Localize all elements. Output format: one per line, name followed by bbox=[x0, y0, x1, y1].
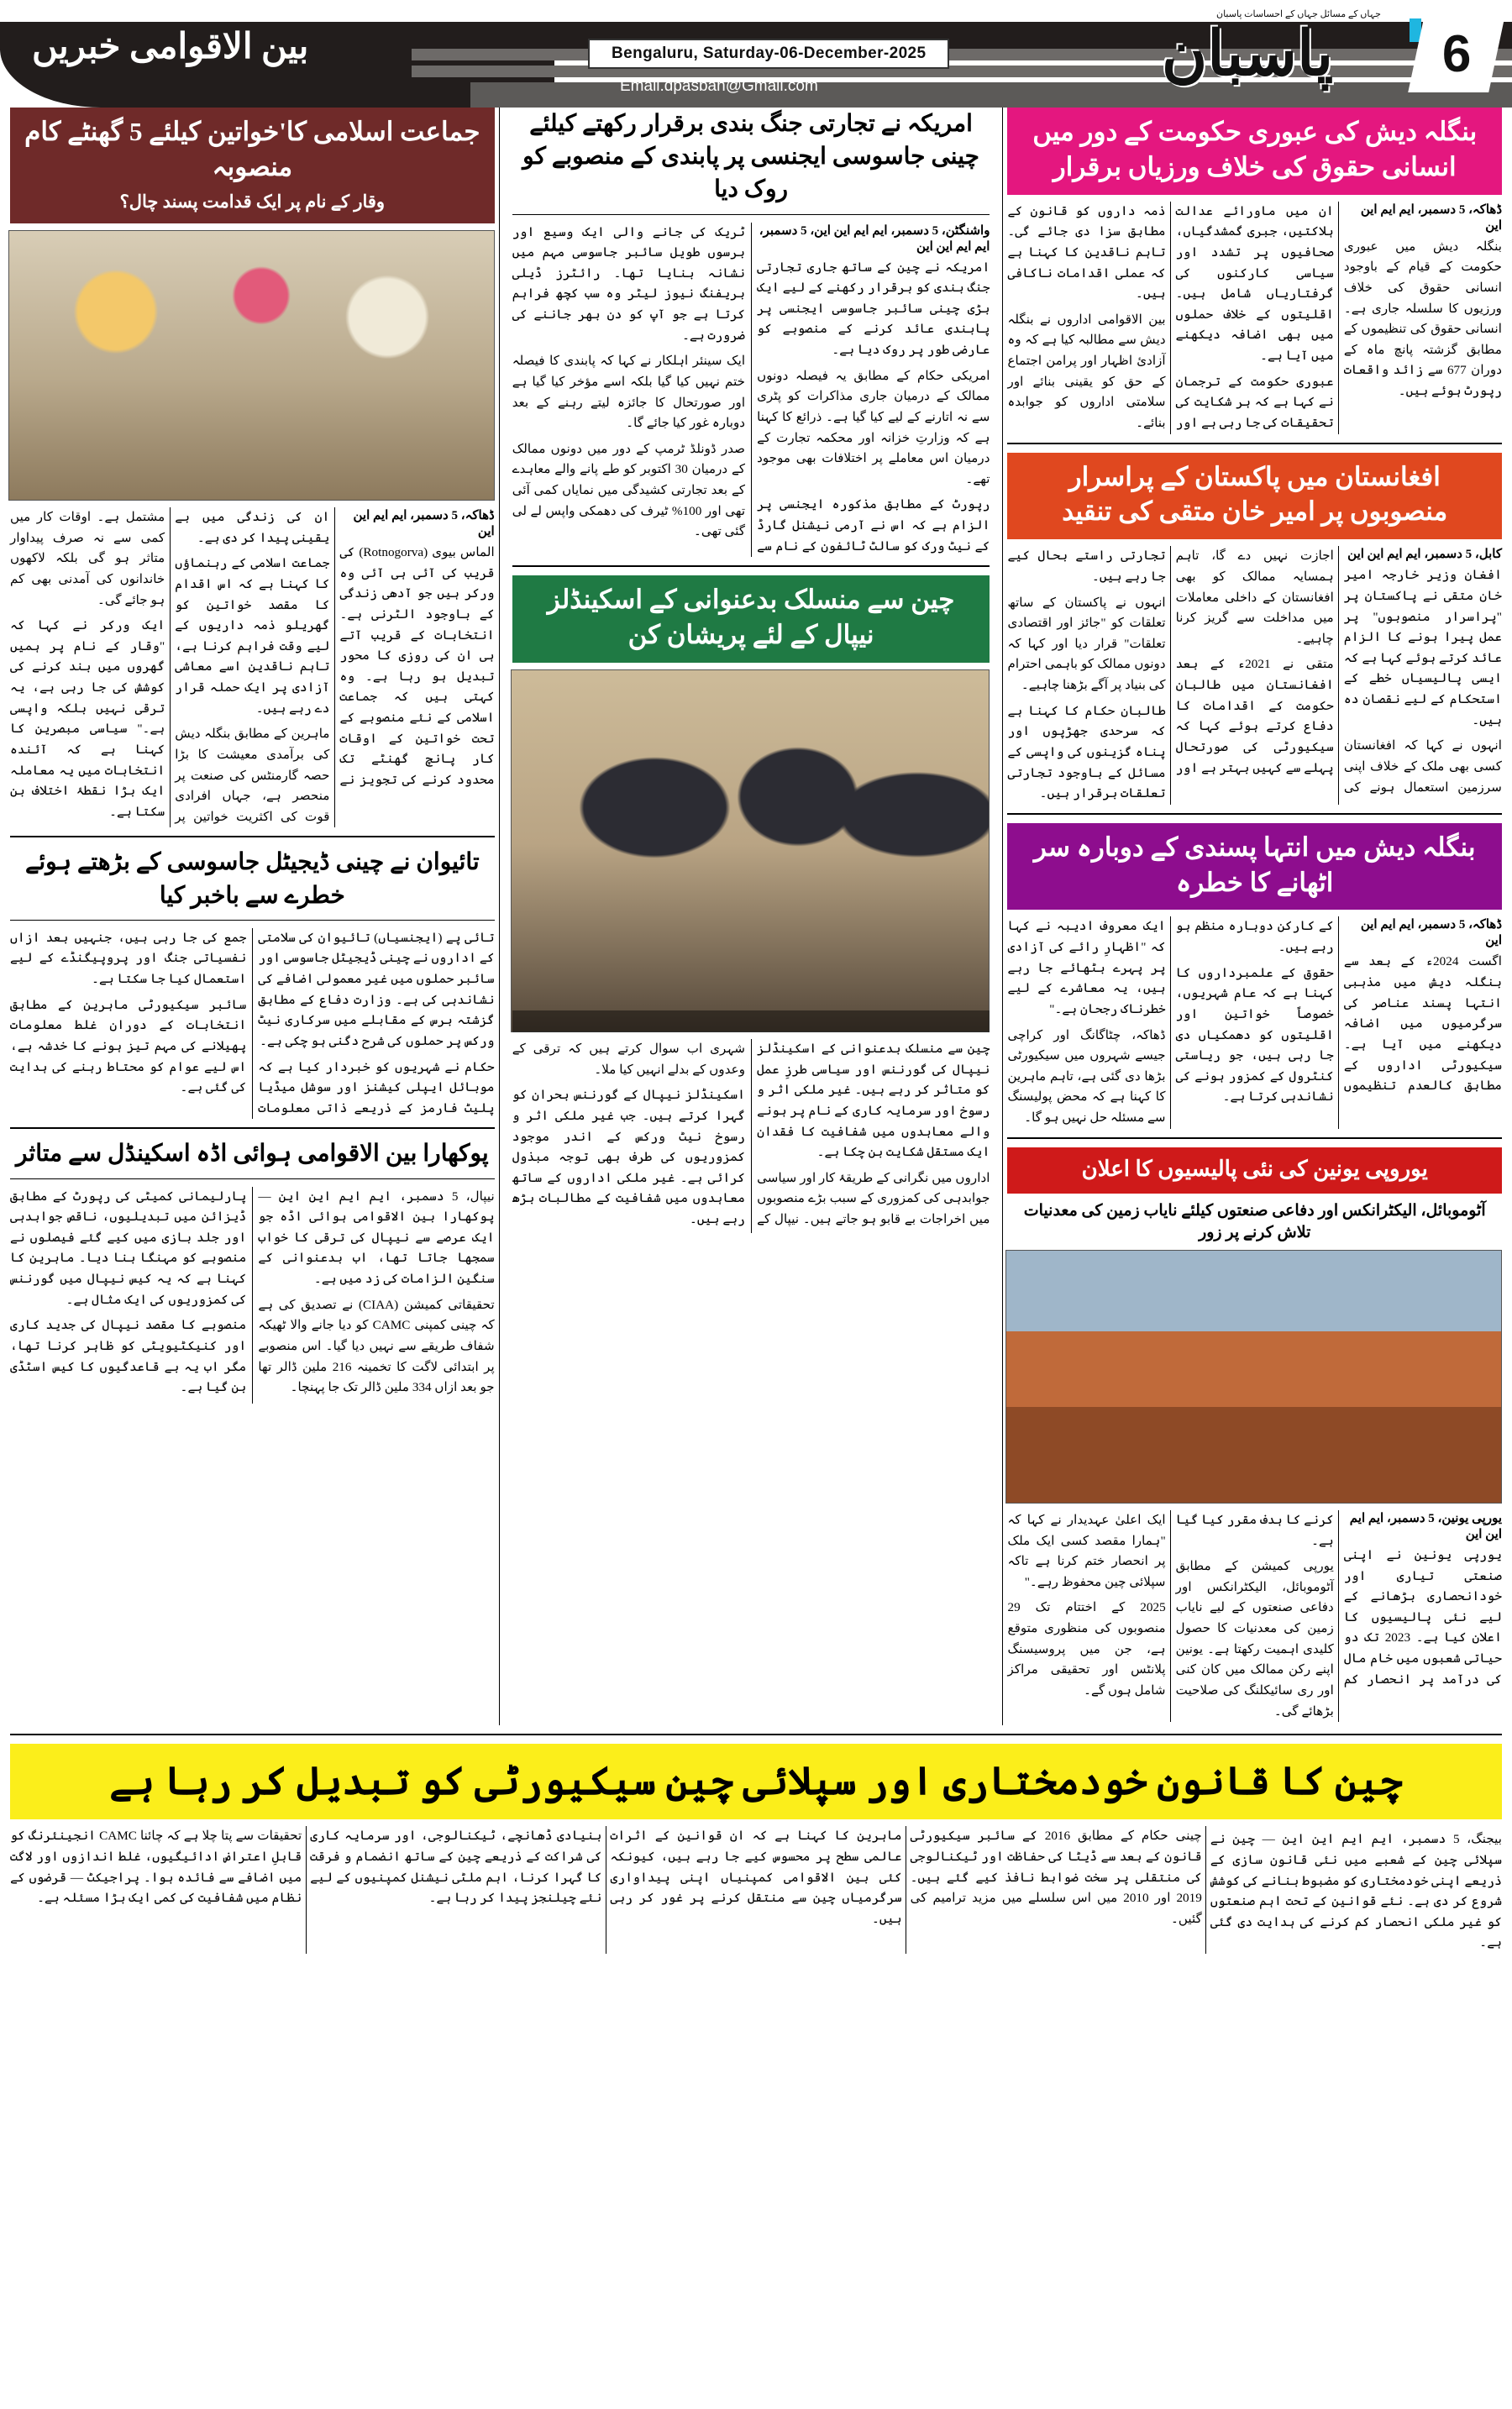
paragraph: منصوبے کا مقصد نیپال کی جدید کاری اور کنیکٹیویٹی کو ظاہر کرنا تھا، مگر اب یہ بے قاعدگیوں کا کیس اسٹڈی بن گیا ہے۔ bbox=[10, 1318, 247, 1395]
divider bbox=[10, 1734, 1502, 1735]
paragraph: صدر ڈونلڈ ٹرمپ کے دور میں دونوں ممالک کے درمیان 30 اکتوبر کو طے پانے والے معاہدے کے بعد تجارتی کشیدگی میں نمایاں کمی آئی تھی اور 100% ٹیرف کی دھمکی واپس لے لی گئی تھی۔ bbox=[512, 441, 746, 539]
paragraph: ایک اعلیٰ عہدیدار نے کہا کہ "ہمارا مقصد کسی ایک ملک پر انحصار ختم کرنا ہے تاکہ سپلائی چین محفوظ رہے۔" bbox=[1007, 1512, 1166, 1589]
divider bbox=[1007, 443, 1502, 444]
article-china-nepal-photo-wrap bbox=[512, 669, 990, 1032]
paragraph: بنگلہ دیش میں عبوری حکومت کے قیام کے باوجود انسانی حقوق کی خلاف ورزیوں کا سلسلہ جاری ہے۔ انسانی حقوق کی تنظیموں کے مطابق گزشتہ پانچ ماہ کے دوران 677 سے زائد واقعات رپورٹ ہوئے ہیں۔ bbox=[1343, 239, 1502, 399]
paragraph: ایک ورکر نے کہا کہ "وقار کے نام پر ہمیں گھروں میں بند کرنے کی کوشش کی جا رہی ہے، یہ ترقی نہیں بلکہ واپسی ہے۔" سیاسی مبصرین کا کہنا ہے کہ آئندہ انتخابات میں یہ معاملہ ایک بڑا نقطۂ اختلاف بن سکتا ہے۔ bbox=[10, 618, 165, 819]
article-afghanistan-pak-headline-band bbox=[1007, 453, 1502, 540]
article-us-china-tech-body bbox=[512, 223, 990, 558]
article-bangladesh-interim-headline-band bbox=[1007, 108, 1502, 195]
divider bbox=[10, 1127, 495, 1129]
article-china-law bbox=[10, 1744, 1502, 1954]
rare-earth-mine-photo bbox=[1005, 1250, 1502, 1504]
paragraph: امریکہ نے چین کے ساتھ جاری تجارتی جنگ بندی کو برقرار رکھنے کے لیے ایک بڑی چینی سائبر جاسوسی ایجنسی پر پابندی عائد کرنے کے منصوبے کو عارضی طور پر روک دیا ہے۔ bbox=[757, 260, 990, 358]
paper-logo-name: پاسبان bbox=[1161, 20, 1334, 89]
paragraph: حکام نے شہریوں کو خبردار کیا ہے کہ موبائل ایپلی کیشنز اور سوشل میڈیا پلیٹ فارمز کے ذریعے ذاتی معلومات جمع کی جا رہی ہیں، جنہیں بعد ازاں نفسیاتی جنگ اور پروپیگنڈے کے لیے استعمال کیا جا سکتا ہے۔ bbox=[10, 930, 495, 1115]
paragraph: تائی پے (ایجنسیاں) تائیوان کی سلامتی کے اداروں نے چینی ڈیجیٹل جاسوسی اور سائبر حملوں میں غیر معمولی اضافے کی نشاندہی کی ہے۔ وزارت دفاع کے مطابق گزشتہ برس کے مقابلے میں سرکاری نیٹ ورکس پر حملوں کی شرح دگنی ہو چکی ہے۔ bbox=[258, 930, 495, 1048]
dateline: ڈھاکہ، 5 دسمبر، ایم ایم این این bbox=[1360, 918, 1502, 948]
article-bangladesh-extremism-body bbox=[1007, 916, 1502, 1128]
paragraph: بین الاقوامی اداروں نے بنگلہ دیش سے مطالبہ کیا ہے کہ وہ آزادیٔ اظہار اور پرامن اجتماع کے حق کو یقینی بنائے اور سلامتی اداروں کو جوابدہ بنائے۔ bbox=[1007, 312, 1166, 430]
paragraph: پارلیمانی کمیٹی کی رپورٹ کے مطابق ڈیزائن میں تبدیلیوں، ناقص جوابدہی اور جلد بازی میں کیے گئے فیصلوں نے منصوبے کو مہنگا بنا دیا۔ ماہرین کا کہنا ہے کہ یہ کیس نیپال میں گورننس کی کمزوریوں کی ایک مثال ہے۔ bbox=[10, 1189, 247, 1307]
article-jamaat-subhead: وقار کے نام پر ایک قدامت پسند چال؟ bbox=[119, 191, 386, 212]
divider bbox=[10, 920, 495, 921]
paragraph: چینی حکام کے مطابق 2016 کے سائبر سیکیورٹی قانون کے بعد سے ڈیٹا کی حفاظت اور ٹیکنالوجی کی منتقلی پر سخت ضوابط نافذ کیے گئے ہیں۔ 2019 اور 2010 میں اس سلسلے میں مزید ترامیم کی گئیں۔ bbox=[910, 1829, 1202, 1926]
article-taiwan bbox=[10, 846, 495, 1119]
paragraph: انہوں نے پاکستان کے ساتھ تعلقات کو "جائز اور اقتصادی تعلقات" قرار دیا اور کہا کہ دونوں ممالک کو باہمی احترام کی بنیاد پر آگے بڑھنا چاہیے۔ bbox=[1007, 595, 1166, 692]
paragraph: طالبان حکام کا کہنا ہے کہ سرحدی جھڑپوں اور پناہ گزینوں کی واپسی کے مسائل کے باوجود تجارتی تعلقات برقرار ہیں۔ bbox=[1007, 703, 1166, 801]
paragraph: یورپی یونین نے اپنی صنعتی تیاری اور خودانحصاری بڑھانے کے لیے نئی پالیسیوں کا اعلان کیا ہے۔ 2023 تک دو حیاتی شعبوں میں خام مال کی درآمد پر انحصار کم کرنے کا ہدف مقرر کیا گیا ہے۔ bbox=[1175, 1512, 1502, 1687]
page-number bbox=[1408, 15, 1505, 92]
paragraph: رپورٹ کے مطابق مذکورہ ایجنسی پر الزام ہے کہ اس نے آرمی نیشنل گارڈ کے نیٹ ورک کو سالٹ ٹائفون کے نام سے ٹریک کی جانے والی ایک وسیع اور برسوں طویل سائبر جاسوسی مہم میں نشانہ بنایا تھا۔ رائٹرز ڈیلی بریفنگ نیوز لیٹر وہ سب کچھ فراہم کرتا ہے جو آپ کو دن بھر جاننے کی ضرورت ہے۔ bbox=[512, 224, 990, 554]
article-eu-policy-body bbox=[1007, 1510, 1502, 1722]
divider bbox=[10, 836, 495, 837]
article-jamaat-headline: جماعت اسلامی کا'خواتین کیلئے 5 گھنٹے کام منصوبہ bbox=[24, 117, 480, 181]
article-bangladesh-extremism bbox=[1007, 823, 1502, 1129]
paragraph: متقی نے 2021ء کے بعد افغانستان میں طالبان حکومت کے اقدامات کا دفاع کرتے ہوئے کہا کہ سیکیورٹی کی صورتحال پہلے سے کہیں بہتر ہے اور تجارتی راستے بحال کیے جا رہے ہیں۔ bbox=[1007, 548, 1334, 775]
article-taiwan-headline: تائیوان نے چینی ڈیجیٹل جاسوسی کے بڑھتے ہوئے خطرے سے باخبر کیا bbox=[24, 849, 480, 909]
article-china-nepal-scandals-body bbox=[512, 1039, 990, 1233]
article-jamaat-photo-wrap bbox=[10, 230, 495, 501]
dateline: ڈھاکہ، 5 دسمبر، ایم ایم این این bbox=[1360, 202, 1502, 233]
column-right bbox=[1007, 108, 1502, 1725]
divider bbox=[10, 1178, 495, 1179]
dateline: ڈھاکہ، 5 دسمبر، ایم ایم این این bbox=[353, 509, 495, 539]
article-us-china-tech-headline: امریکہ نے تجارتی جنگ بندی برقرار رکھتے کیلئے چینی جاسوسی ایجنسی پر پابندی کے منصوبے کو روک دیا bbox=[522, 111, 979, 203]
paragraph: ایک معروف ادیبہ نے کہا کہ "اظہارِ رائے کی آزادی پر پہرے بٹھائے جا رہے ہیں، یہ معاشرے کے لیے خطرناک رجحان ہے۔" bbox=[1007, 919, 1166, 1016]
dateline: کابل، 5 دسمبر، ایم ایم این این bbox=[1347, 548, 1502, 562]
article-jamaat-headline-band bbox=[10, 108, 495, 223]
article-china-law-headline-band bbox=[10, 1744, 1502, 1819]
paragraph: الماس بیوی (Rotnogorva) کی قریب کی آئی ہی آئی وہ ورکر ہیں جو آدھی زندگی کے باوجود الٹرنی ہے۔ انتخابات کے قریب آتے ہی ان کی روزی کا محور تبدیل ہو رہا ہے۔ وہ کہتی ہیں کہ جماعت اسلامی کے نئے منصوبے کے تحت خواتین کے اوقات کار پانچ گھنٹے تک محدود کرنے کی تجویز نے ان کی زندگی میں بے یقینی پیدا کر دی ہے۔ bbox=[175, 510, 495, 787]
paragraph: حقوق کے علمبرداروں کا کہنا ہے کہ عام شہریوں، خصوصاً خواتین اور اقلیتوں کو دھمکیاں دی جا رہی ہیں، جو ریاستی کنٹرول کے کمزور ہونے کی نشاندہی کرتا ہے۔ bbox=[1175, 965, 1334, 1105]
article-china-nepal-scandals-headline: چین سے منسلک بدعنوانی کے اسکینڈلز نیپال کے لئے پریشان کن bbox=[547, 585, 955, 650]
divider bbox=[512, 214, 990, 215]
paragraph: نیپال، 5 دسمبر، ایم ایم این این — پوکھارا بین الاقوامی ہوائی اڈہ جو ایک عرصے سے نیپال کی ترقی کا خواب سمجھا جاتا تھا، اب بدعنوانی کے سنگین الزامات کی زد میں ہے۔ bbox=[258, 1189, 495, 1287]
divider bbox=[1007, 813, 1502, 815]
article-nepal-aviation-body bbox=[10, 1187, 495, 1404]
article-afghanistan-pak-body bbox=[1007, 546, 1502, 805]
courtroom-gavel-illustration bbox=[511, 669, 990, 1032]
paragraph: ماہرین کا کہنا ہے کہ ان قوانین کے اثرات عالمی سطح پر محسوس کیے جا رہے ہیں، کیونکہ کئی بین الاقوامی کمپنیاں اپنی پیداواری سرگرمیاں چین سے منتقل کرنے پر غور کر رہی ہیں۔ bbox=[610, 1829, 902, 1926]
article-taiwan-body bbox=[10, 928, 495, 1120]
article-jamaat bbox=[10, 108, 495, 827]
article-china-law-body bbox=[10, 1826, 1502, 1954]
page-columns bbox=[0, 108, 1512, 1725]
column-rule bbox=[499, 108, 500, 1725]
paragraph: سائبر سیکیورٹی ماہرین کے مطابق انتخابات کے دوران غلط معلومات پھیلانے کی مہم تیز ہونے کا خدشہ ہے، اس لیے عوام کو محتاط رہنے کی ہدایت کی گئی ہے۔ bbox=[10, 997, 247, 1095]
article-nepal-aviation-headline: پوکھارا بین الاقوامی ہوائی اڈہ اسکینڈل سے متاثر bbox=[15, 1141, 489, 1168]
article-us-china-tech bbox=[512, 108, 990, 557]
garment-factory-workers-photo bbox=[8, 230, 495, 501]
dateline: یورپی یونین، 5 دسمبر، ایم ایم این این bbox=[1349, 1511, 1502, 1541]
masthead bbox=[0, 0, 1512, 108]
paragraph: یورپی کمیشن کے مطابق آٹوموبائل، الیکٹرانکس اور دفاعی صنعتوں کے لیے نایاب زمین کی معدنیات کا حصول کلیدی اہمیت رکھتا ہے۔ یونین اپنے رکن ممالک میں کان کنی اور ری سائیکلنگ کی صلاحیت بڑھائے گی۔ bbox=[1175, 1559, 1334, 1719]
paragraph: عبوری حکومت کے ترجمان نے کہا ہے کہ ہر شکایت کی تحقیقات کی جا رہی ہے اور ذمہ داروں کو قانون کے مطابق سزا دی جائے گی۔ تاہم ناقدین کا کہنا ہے کہ عملی اقدامات ناکافی ہیں۔ bbox=[1007, 203, 1334, 430]
paragraph: ایک سینئر اہلکار نے کہا کہ پابندی کا فیصلہ ختم نہیں کیا گیا بلکہ اسے مؤخر کیا گیا ہے اور صورتحال کا جائزہ لیتے رہنے کے بعد دوبارہ غور کیا جائے گا۔ bbox=[512, 354, 746, 431]
paragraph: تحقیقاتی کمیشن (CIAA) نے تصدیق کی ہے کہ چینی کمپنی CAMC کو دیا جانے والا ٹھیکہ شفاف طریقے سے نہیں دیا گیا۔ اس منصوبے پر ابتدائی لاگت کا تخمینہ 216 ملین ڈالر تھا جو بعد ازاں 334 ملین ڈالر تک جا پہنچا۔ bbox=[258, 1297, 495, 1395]
paragraph: بنیادی ڈھانچے، ٹیکنالوجی، اور سرمایہ کاری کی شراکت کے ذریعے چین کے ساتھ انضمام و فرقت کا گہرا کرنا، اہم ملٹی نیشنل کمپنیوں کے لیے نئے چیلنجز پیدا کر رہا ہے۔ bbox=[310, 1829, 602, 1906]
paragraph: اگست 2024ء کے بعد سے بنگلہ دیش میں مذہبی انتہا پسند عناصر کی سرگرمیوں میں اضافہ دیکھنے میں آیا ہے۔ سیکیورٹی اداروں کے مطابق کالعدم تنظیموں کے کارکن دوبارہ منظم ہو رہے ہیں۔ bbox=[1175, 919, 1502, 1094]
article-nepal-aviation bbox=[10, 1137, 495, 1403]
paragraph: ڈھاکہ، چٹاگانگ اور کراچی جیسے شہروں میں سیکیورٹی بڑھا دی گئی ہے، تاہم ماہرین کا کہنا ہے کہ محض پولیسنگ سے مسئلہ حل نہیں ہو گا۔ bbox=[1007, 1027, 1166, 1126]
page-number-value: 6 bbox=[1441, 24, 1472, 83]
paragraph: اسکینڈلز نیپال کے گورننس بحران کو گہرا کرتے ہیں۔ جب غیر ملکی اثر و رسوخ نیٹ ورکس کے اندر موجود کمزوریوں کی طرف بھی توجہ مبذول کرائی ہے۔ غیر ملکی اداروں کے ساتھ معاہدوں میں شفافیت کے مطالبات بڑھ رہے ہیں۔ bbox=[512, 1088, 746, 1226]
bottom-section bbox=[0, 1734, 1512, 1954]
dateline-box: Bengaluru, Saturday-06-December-2025 bbox=[588, 39, 949, 69]
paragraph: امریکی حکام کے مطابق یہ فیصلہ دونوں ممالک کے درمیان جاری مذاکرات کو پٹری سے نہ اتارنے کے لیے کیا گیا ہے۔ ذرائع کا کہنا ہے کہ وزارتِ خزانہ اور محکمہ تجارت کے درمیان اس معاملے پر اختلافات بھی موجود تھے۔ bbox=[757, 368, 990, 486]
paper-logo bbox=[1109, 5, 1386, 104]
paragraph: جماعت اسلامی کے رہنماؤں کا کہنا ہے کہ اس اقدام کا مقصد خواتین کو گھریلو ذمہ داریوں کے لیے وقت فراہم کرنا ہے، تاہم ناقدین اسے معاشی آزادی پر ایک حملہ قرار دے رہے ہیں۔ bbox=[175, 556, 330, 716]
article-china-nepal-scandals bbox=[512, 575, 990, 1232]
paragraph: انہوں نے کہا کہ افغانستان کسی بھی ملک کے خلاف اپنی سرزمین استعمال ہونے کی اجازت نہیں دے گا، تاہم ہمسایہ ممالک کو بھی افغانستان کے داخلی معاملات میں مداخلت سے گریز کرنا چاہیے۔ bbox=[1175, 548, 1502, 795]
article-bangladesh-interim-body bbox=[1007, 202, 1502, 434]
column-left bbox=[10, 108, 495, 1725]
paragraph: 2025 کے اختتام تک 29 منصوبوں کی منظوری متوقع ہے، جن میں پروسیسنگ پلانٹس اور تحقیقی مراکز شامل ہوں گے۔ bbox=[1007, 1600, 1166, 1698]
article-bangladesh-interim-headline: بنگلہ دیش کی عبوری حکومت کے دور میں انسانی حقوق کی خلاف ورزیاں برقرار bbox=[1032, 117, 1478, 181]
article-china-law-headline: چین کا قانون خودمختاری اور سپلائی چین سیکیورٹی کو تبدیل کر رہا ہے bbox=[109, 1760, 1403, 1803]
article-eu-policy-photo-wrap bbox=[1007, 1250, 1502, 1504]
column-rule bbox=[1002, 108, 1003, 1725]
email-address: Email.dpasban@Gmail.com bbox=[620, 77, 818, 95]
section-title: بین الاقوامی خبریں bbox=[32, 28, 309, 66]
paper-logo-tagline: جہاں کے مسائل جہاں کے احساسات پاسبان bbox=[1216, 9, 1381, 19]
paragraph: ان میں ماورائے عدالت ہلاکتیں، جبری گمشدگیاں، صحافیوں پر تشدد اور سیاسی کارکنوں کی گرفتاریاں شامل ہیں۔ اقلیتوں کے خلاف حملوں میں بھی اضافہ دیکھنے میں آیا ہے۔ bbox=[1175, 203, 1334, 364]
article-eu-policy-headline-band bbox=[1007, 1147, 1502, 1194]
paragraph: افغان وزیر خارجہ امیر خان متقی نے پاکستان پر "پراسرار منصوبوں" پر عمل پیرا ہونے کا الزام عائد کرتے ہوئے کہا ہے کہ ایسی پالیسیاں خطے کے استحکام کے لیے نقصان دہ ہیں۔ bbox=[1343, 568, 1502, 727]
divider bbox=[1007, 1137, 1502, 1139]
article-china-nepal-scandals-headline-band bbox=[512, 575, 990, 663]
paragraph: تحقیقات سے پتا چلا ہے کہ چائنا CAMC انجینئرنگ کو قابلِ اعتراض ادائیگیوں، غلط اندازوں اور لاگت میں اضافے سے فائدہ ہوا۔ پراجیکٹ — قرضوں کے نظام میں شفافیت کی کمی ایک بڑا مسئلہ ہے۔ bbox=[10, 1829, 302, 1906]
column-middle bbox=[504, 108, 999, 1725]
paragraph: چین سے منسلک بدعنوانی کے اسکینڈلز نیپال کی گورننس اور سیاسی طرزِ عمل کو متاثر کر رہے ہیں۔ غیر ملکی اثر و رسوخ اور سرمایہ کاری کے نام پر ہونے والے معاہدوں میں شفافیت کا فقدان ایک مستقل شکایت بن چکا ہے۔ bbox=[757, 1042, 990, 1160]
divider bbox=[512, 565, 990, 567]
article-jamaat-body bbox=[10, 507, 495, 827]
article-afghanistan-pak bbox=[1007, 453, 1502, 805]
article-eu-policy-subhead: آٹوموبائل، الیکٹرانکس اور دفاعی صنعتوں کیلئے نایاب زمین کی معدنیات تلاش کرنے پر زور bbox=[1023, 1201, 1486, 1242]
article-bangladesh-extremism-headline: بنگلہ دیش میں انتہا پسندی کے دوبارہ سر اٹھانے کا خطرہ bbox=[1033, 832, 1476, 897]
paragraph: بیجنگ، 5 دسمبر، ایم ایم این این — چین نے سپلائی چین کے شعبے میں نئی قانون سازی کے ذریعے اپنی خودمختاری کو مضبوط بنانے کی کوشش شروع کر دی ہے۔ نئے قوانین کے تحت اہم صنعتوں کو غیر ملکی انحصار کم کرنے کی ہدایت دی گئی ہے۔ bbox=[1210, 1832, 1502, 1950]
dateline: واشنگٹن، 5 دسمبر، ایم ایم این این، 5 دسمبر، ایم ایم این این bbox=[759, 223, 990, 254]
article-bangladesh-interim bbox=[1007, 108, 1502, 434]
article-afghanistan-pak-headline: افغانستان میں پاکستان کے پراسرار منصوبوں پر امیر خان متقی کی تنقید bbox=[1062, 461, 1448, 527]
article-eu-policy bbox=[1007, 1147, 1502, 1723]
paragraph: اداروں میں نگرانی کے طریقۂ کار اور سیاسی جوابدہی کی کمزوری کے سبب بڑے منصوبوں میں اخراجات بے قابو ہو جاتے ہیں۔ نیپال کے شہری اب سوال کرتے ہیں کہ ترقی کے وعدوں کے بدلے انہیں کیا ملا۔ bbox=[512, 1042, 990, 1226]
paragraph: ماہرین کے مطابق بنگلہ دیش کی برآمدی معیشت کا بڑا حصہ گارمنٹس کی صنعت پر منحصر ہے، جہاں افرادی قوت کی اکثریت خواتین پر مشتمل ہے۔ اوقات کار میں کمی سے نہ صرف پیداوار متاثر ہو گی بلکہ لاکھوں خاندانوں کی آمدنی بھی کم ہو جائے گی۔ bbox=[10, 510, 330, 824]
article-bangladesh-extremism-headline-band bbox=[1007, 823, 1502, 911]
photo-shadow-overlay bbox=[512, 1010, 990, 1032]
article-eu-policy-headline: یوروپی یونین کی نئی پالیسیوں کا اعلان bbox=[1081, 1156, 1428, 1181]
